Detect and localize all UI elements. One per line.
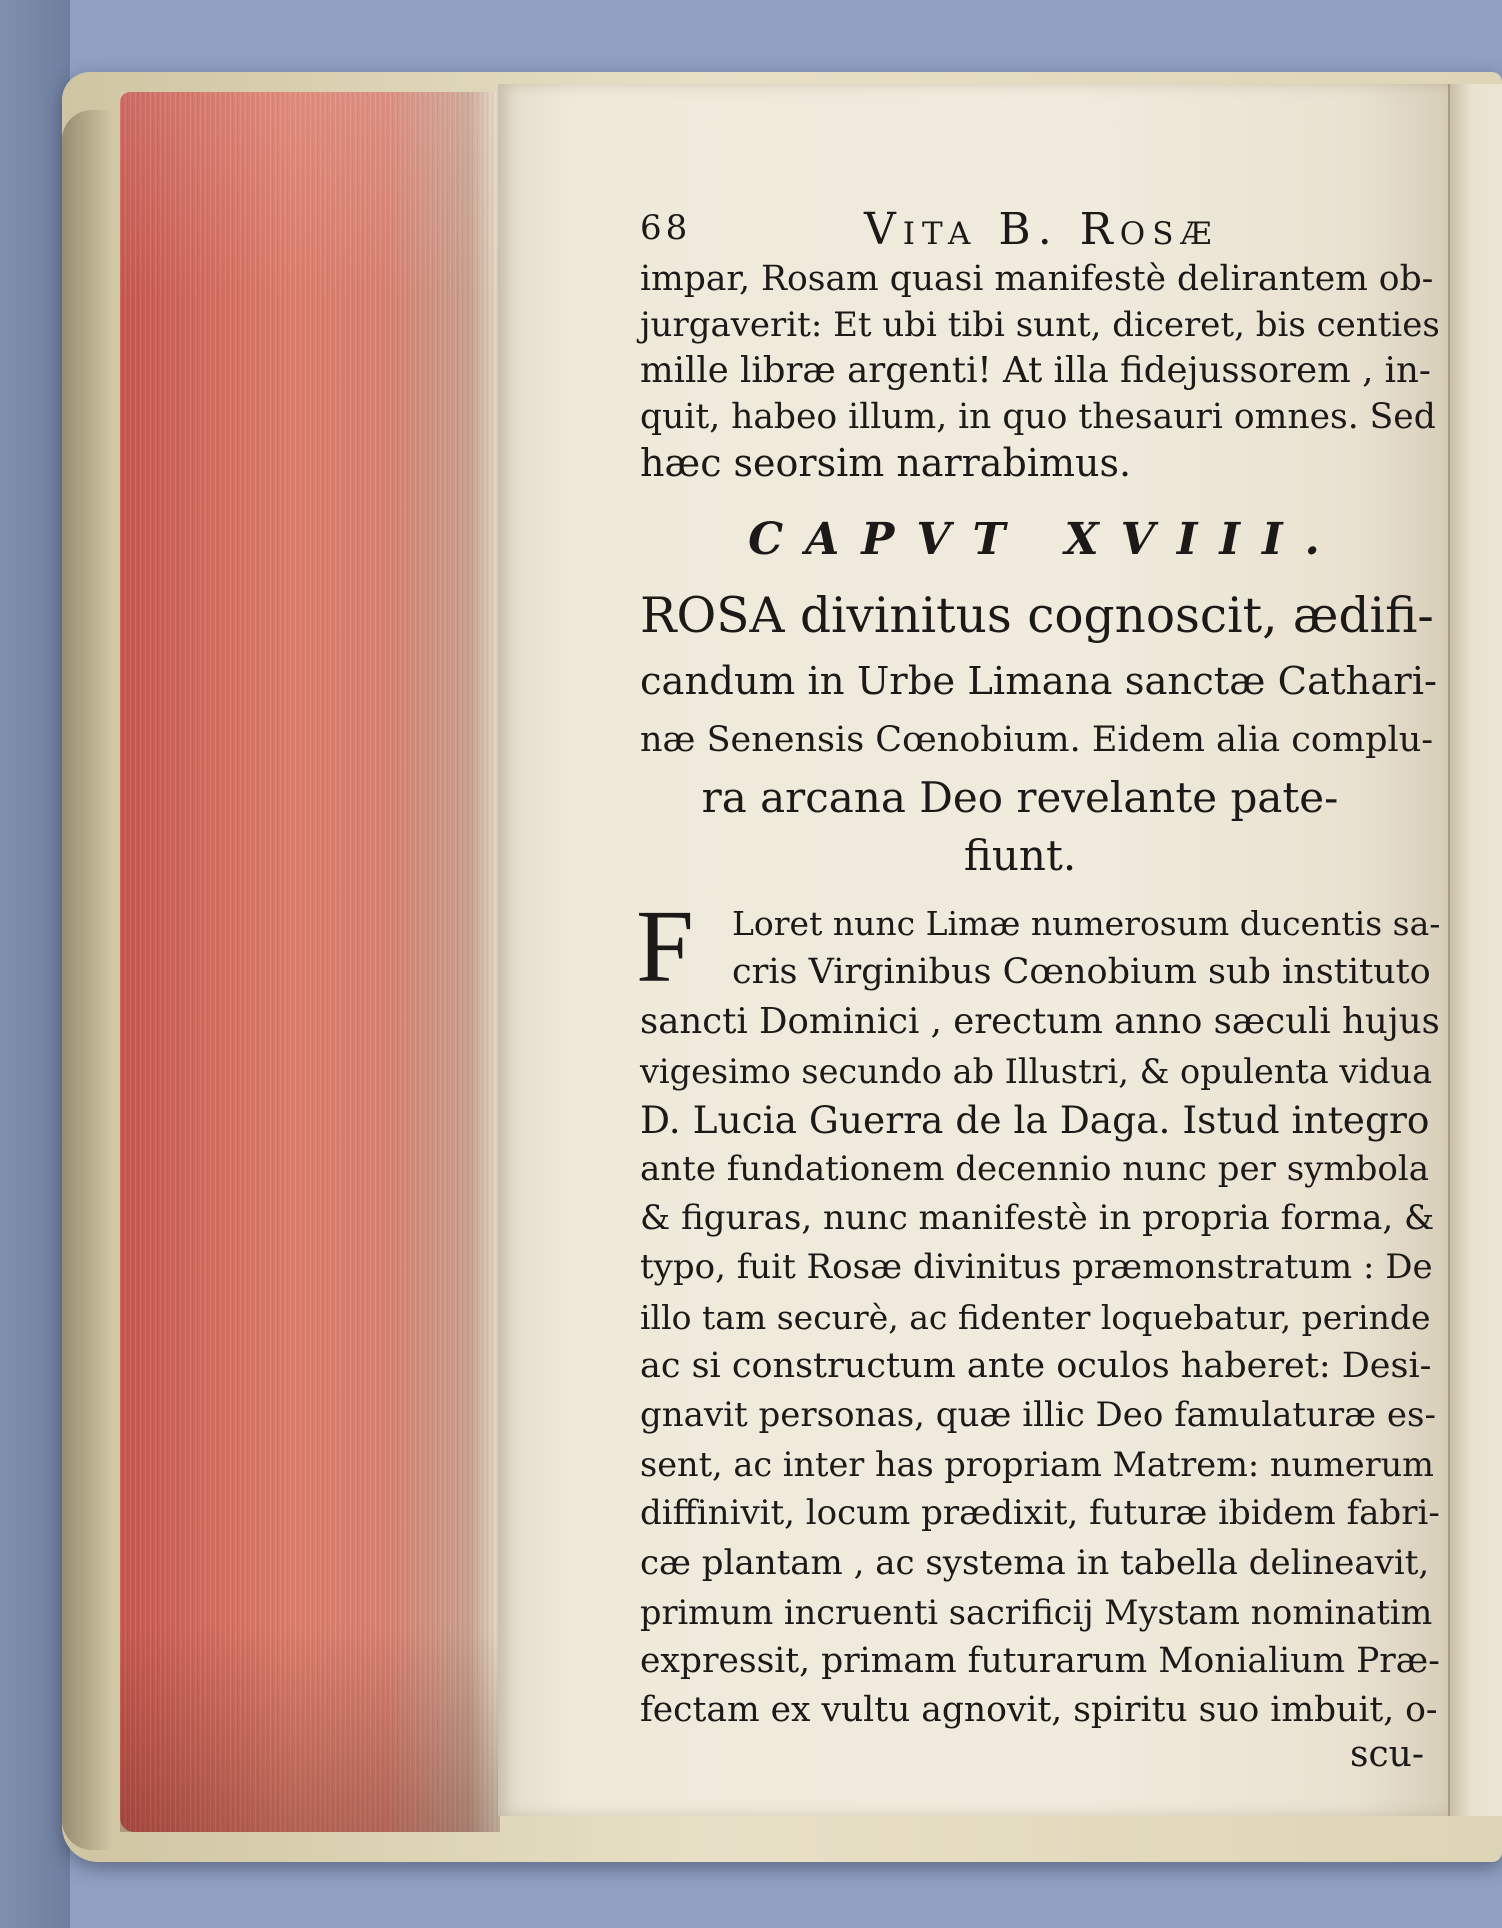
summary-line: ra arcana Deo revelante pate- — [701, 773, 1339, 822]
body-line: illo tam securè, ac fidenter loquebatur, perinde — [640, 1297, 1431, 1337]
chapter-summary — [640, 579, 1440, 885]
running-head: Vita B. Rosæ — [864, 204, 1219, 255]
red-page-edges — [120, 92, 500, 1832]
summary-line: næ Senensis Cœnobium. Eidem alia complu- — [640, 720, 1434, 760]
body-line: diffinivit, locum prædixit, futuræ ibidem fabri- — [640, 1493, 1440, 1534]
opening-paragraph — [640, 256, 1440, 486]
body-line: vigesimo secundo ab Illustri, & opulenta vidua — [640, 1051, 1433, 1091]
body-line: sancti Dominici , erectum anno sæculi hujus — [640, 1001, 1440, 1043]
body-line: sent, ac inter has propriam Matrem: numerum — [640, 1445, 1434, 1485]
body-line: typo, fuit Rosæ divinitus præmonstratum : De — [640, 1247, 1433, 1288]
drop-cap: F — [636, 889, 694, 1004]
facing-page-edge — [1448, 84, 1502, 1816]
page-text-block — [636, 200, 1441, 1776]
body-line: expressit, primam futurarum Monialium Præ- — [640, 1641, 1440, 1682]
summary-line: fiunt. — [963, 831, 1077, 880]
body-line: Loret nunc Limæ numerosum ducentis sa- — [732, 904, 1441, 943]
summary-line: ROSA divinitus cognoscit, ædifi- — [640, 588, 1434, 644]
text-line: mille libræ argenti! At illa fidejussorem , in- — [640, 350, 1431, 391]
body-line: ante fundationem decennio nunc per symbola — [640, 1149, 1430, 1190]
body-line: fectam ex vultu agnovit, spiritu suo imbuit, o- — [640, 1690, 1438, 1731]
text-line: hæc seorsim narrabimus. — [640, 441, 1132, 485]
page-header — [640, 200, 1440, 256]
body-line: primum incruenti sacrificij Mystam nominatim — [640, 1592, 1433, 1632]
catchword: scu- — [1350, 1734, 1424, 1776]
body-line: cæ plantam , ac systema in tabella delineavit, — [640, 1542, 1430, 1583]
text-line: impar, Rosam quasi manifestè delirantem ob- — [640, 259, 1434, 299]
text-line: jurgaverit: Et ubi tibi sunt, diceret, bis centies — [640, 305, 1440, 345]
page-number: 68 — [640, 208, 692, 248]
scan-background-edge — [0, 0, 70, 1928]
body-line: ac si constructum ante oculos haberet: Desi- — [640, 1345, 1432, 1386]
chapter-heading: CAPVT XVIII. — [748, 514, 1342, 565]
text-line: quit, habeo illum, in quo thesauri omnes. Sed — [640, 397, 1436, 437]
summary-line: candum in Urbe Limana sanctæ Cathari- — [640, 659, 1438, 704]
spine-shadow — [62, 110, 112, 1850]
body-line: gnavit personas, quæ illic Deo famulaturæ es- — [640, 1395, 1436, 1436]
chapter-body — [636, 889, 1441, 1735]
body-line: cris Virginibus Cœnobium sub instituto — [732, 952, 1431, 993]
body-line: D. Lucia Guerra de la Daga. Istud integro — [640, 1097, 1430, 1142]
body-line: & figuras, nunc manifestè in propria forma, & — [640, 1198, 1435, 1239]
